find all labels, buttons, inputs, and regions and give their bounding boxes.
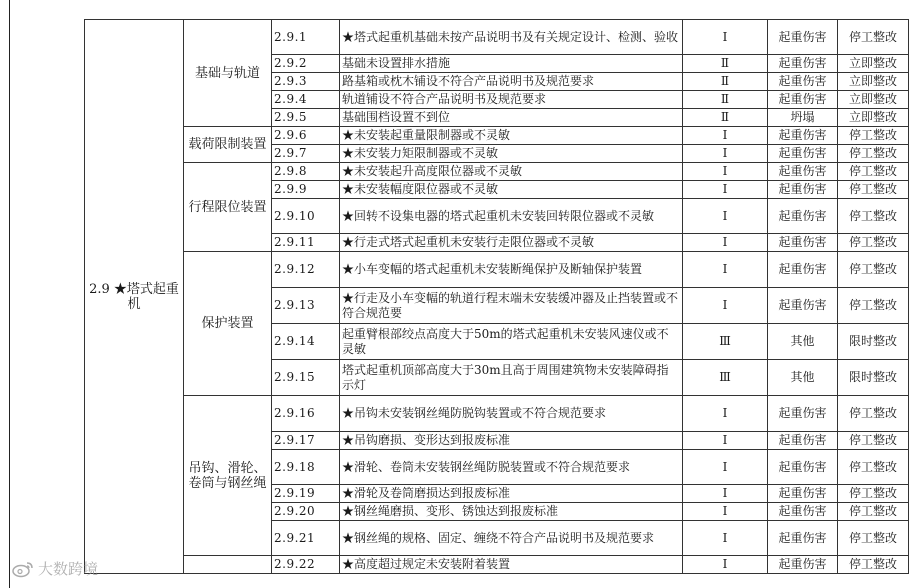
hazard-level: Ⅲ bbox=[683, 360, 768, 396]
hazard-description: ★小车变幅的塔式起重机未安装断绳保护及断轴保护装置 bbox=[340, 252, 683, 288]
rectification-action: 停工整改 bbox=[838, 503, 909, 521]
accident-type: 起重伤害 bbox=[768, 73, 838, 91]
hazard-description: ★塔式起重机基础未按产品说明书及有关规定设计、检测、验收 bbox=[340, 20, 683, 55]
rectification-action: 停工整改 bbox=[838, 252, 909, 288]
hazard-level: Ⅱ bbox=[683, 55, 768, 73]
hazard-code: 2.9.20 bbox=[272, 503, 340, 521]
rectification-action: 停工整改 bbox=[838, 20, 909, 55]
accident-type: 起重伤害 bbox=[768, 288, 838, 324]
hazard-level: Ⅲ bbox=[683, 324, 768, 360]
hazard-code: 2.9.18 bbox=[272, 450, 340, 485]
hazard-code: 2.9.14 bbox=[272, 324, 340, 360]
hazard-code: 2.9.4 bbox=[272, 91, 340, 109]
rectification-action: 立即整改 bbox=[838, 91, 909, 109]
rectification-action: 立即整改 bbox=[838, 55, 909, 73]
accident-type: 起重伤害 bbox=[768, 450, 838, 485]
hazard-level: Ⅰ bbox=[683, 20, 768, 55]
left-border-line bbox=[9, 0, 10, 588]
hazard-description: ★未安装幅度限位器或不灵敏 bbox=[340, 181, 683, 199]
rectification-action: 限时整改 bbox=[838, 324, 909, 360]
accident-type: 起重伤害 bbox=[768, 91, 838, 109]
hazard-description: ★未安装起升高度限位器或不灵敏 bbox=[340, 163, 683, 181]
hazard-code: 2.9.11 bbox=[272, 234, 340, 252]
hazard-description: ★未安装起重量限制器或不灵敏 bbox=[340, 127, 683, 145]
accident-type: 起重伤害 bbox=[768, 432, 838, 450]
hazard-level: Ⅱ bbox=[683, 109, 768, 127]
accident-type: 起重伤害 bbox=[768, 20, 838, 55]
hazard-description: ★吊钩未安装钢丝绳防脱钩装置或不符合规范要求 bbox=[340, 396, 683, 432]
hazard-description: 基础未设置排水措施 bbox=[340, 55, 683, 73]
accident-type: 坍塌 bbox=[768, 109, 838, 127]
table-row bbox=[85, 252, 909, 288]
hazard-level: Ⅱ bbox=[683, 91, 768, 109]
hazard-code: 2.9.6 bbox=[272, 127, 340, 145]
group-cell-travel-limiter: 行程限位装置 bbox=[184, 163, 272, 252]
group-cell-foundation: 基础与轨道 bbox=[184, 20, 272, 127]
hazard-code: 2.9.2 bbox=[272, 55, 340, 73]
hazard-description: ★行走及小车变幅的轨道行程末端未安装缓冲器及止挡装置或不符合规范要 bbox=[340, 288, 683, 324]
hazard-level: Ⅰ bbox=[683, 199, 768, 234]
rectification-action: 停工整改 bbox=[838, 432, 909, 450]
accident-type: 其他 bbox=[768, 360, 838, 396]
rectification-action: 停工整改 bbox=[838, 288, 909, 324]
hazard-code: 2.9.12 bbox=[272, 252, 340, 288]
hazard-level: Ⅰ bbox=[683, 234, 768, 252]
hazard-code: 2.9.1 bbox=[272, 20, 340, 55]
hazard-description: 起重臂根部绞点高度大于50m的塔式起重机未安装风速仪或不灵敏 bbox=[340, 324, 683, 360]
hazard-description: ★滑轮、卷筒未安装钢丝绳防脱装置或不符合规范要求 bbox=[340, 450, 683, 485]
hazard-level: Ⅰ bbox=[683, 432, 768, 450]
accident-type: 起重伤害 bbox=[768, 55, 838, 73]
accident-type: 起重伤害 bbox=[768, 199, 838, 234]
hazard-description: 轨道铺设不符合产品说明书及规范要求 bbox=[340, 91, 683, 109]
hazard-code: 2.9.7 bbox=[272, 145, 340, 163]
hazard-description: ★高度超过规定未安装附着装置 bbox=[340, 556, 683, 574]
hazard-code: 2.9.8 bbox=[272, 163, 340, 181]
hazard-description: ★行走式塔式起重机未安装行走限位器或不灵敏 bbox=[340, 234, 683, 252]
accident-type: 起重伤害 bbox=[768, 396, 838, 432]
hazard-code: 2.9.9 bbox=[272, 181, 340, 199]
accident-type: 起重伤害 bbox=[768, 503, 838, 521]
hazard-level: Ⅰ bbox=[683, 288, 768, 324]
accident-type: 其他 bbox=[768, 324, 838, 360]
accident-type: 起重伤害 bbox=[768, 485, 838, 503]
hazard-level: Ⅰ bbox=[683, 450, 768, 485]
accident-type: 起重伤害 bbox=[768, 521, 838, 556]
hazard-code: 2.9.19 bbox=[272, 485, 340, 503]
group-cell-protection: 保护装置 bbox=[184, 252, 272, 396]
table-row bbox=[85, 556, 909, 574]
hazard-level: Ⅰ bbox=[683, 252, 768, 288]
accident-type: 起重伤害 bbox=[768, 234, 838, 252]
table-row bbox=[85, 163, 909, 181]
hazard-description: 路基箱或枕木铺设不符合产品说明书及规范要求 bbox=[340, 73, 683, 91]
hazard-level: Ⅰ bbox=[683, 163, 768, 181]
watermark bbox=[12, 558, 98, 579]
main-category-cell: 2.9 ★塔式起重机 bbox=[85, 20, 184, 574]
hazard-description: ★滑轮及卷筒磨损达到报废标准 bbox=[340, 485, 683, 503]
hazard-level: Ⅰ bbox=[683, 556, 768, 574]
hazard-code: 2.9.15 bbox=[272, 360, 340, 396]
rectification-action: 限时整改 bbox=[838, 360, 909, 396]
hazard-code: 2.9.17 bbox=[272, 432, 340, 450]
rectification-action: 停工整改 bbox=[838, 199, 909, 234]
hazard-description: ★吊钩磨损、变形达到报废标准 bbox=[340, 432, 683, 450]
hazard-level: Ⅰ bbox=[683, 127, 768, 145]
rectification-action: 停工整改 bbox=[838, 234, 909, 252]
hazard-level: Ⅰ bbox=[683, 485, 768, 503]
hazard-level: Ⅰ bbox=[683, 145, 768, 163]
hazard-description: ★未安装力矩限制器或不灵敏 bbox=[340, 145, 683, 163]
rectification-action: 停工整改 bbox=[838, 556, 909, 574]
rectification-action: 停工整改 bbox=[838, 163, 909, 181]
rectification-action: 立即整改 bbox=[838, 109, 909, 127]
hazard-description: ★钢丝绳磨损、变形、锈蚀达到报废标准 bbox=[340, 503, 683, 521]
table-row bbox=[85, 20, 909, 55]
accident-type: 起重伤害 bbox=[768, 127, 838, 145]
accident-type: 起重伤害 bbox=[768, 252, 838, 288]
hazard-level: Ⅰ bbox=[683, 521, 768, 556]
weibo-logo-icon bbox=[12, 560, 34, 578]
table-row bbox=[85, 396, 909, 432]
hazard-code: 2.9.21 bbox=[272, 521, 340, 556]
hazard-code: 2.9.13 bbox=[272, 288, 340, 324]
hazard-description: ★回转不设集电器的塔式起重机未安装回转限位器或不灵敏 bbox=[340, 199, 683, 234]
accident-type: 起重伤害 bbox=[768, 145, 838, 163]
watermark-text: 大数跨境 bbox=[38, 560, 99, 578]
group-cell-attachment bbox=[184, 556, 272, 574]
accident-type: 起重伤害 bbox=[768, 163, 838, 181]
hazard-code: 2.9.16 bbox=[272, 396, 340, 432]
hazard-code: 2.9.3 bbox=[272, 73, 340, 91]
hazard-description: 基础围档设置不到位 bbox=[340, 109, 683, 127]
hazard-code: 2.9.22 bbox=[272, 556, 340, 574]
table-row bbox=[85, 127, 909, 145]
hazard-code: 2.9.5 bbox=[272, 109, 340, 127]
rectification-action: 停工整改 bbox=[838, 127, 909, 145]
accident-type: 起重伤害 bbox=[768, 556, 838, 574]
hazard-code: 2.9.10 bbox=[272, 199, 340, 234]
hazard-table bbox=[84, 19, 909, 574]
rectification-action: 立即整改 bbox=[838, 73, 909, 91]
hazard-level: Ⅰ bbox=[683, 181, 768, 199]
hazard-level: Ⅰ bbox=[683, 396, 768, 432]
rectification-action: 停工整改 bbox=[838, 145, 909, 163]
hazard-level: Ⅱ bbox=[683, 73, 768, 91]
rectification-action: 停工整改 bbox=[838, 521, 909, 556]
rectification-action: 停工整改 bbox=[838, 396, 909, 432]
rectification-action: 停工整改 bbox=[838, 181, 909, 199]
accident-type: 起重伤害 bbox=[768, 181, 838, 199]
rectification-action: 停工整改 bbox=[838, 450, 909, 485]
group-cell-hook-pulley-rope: 吊钩、滑轮、卷筒与钢丝绳 bbox=[184, 396, 272, 556]
hazard-level: Ⅰ bbox=[683, 503, 768, 521]
hazard-description: ★钢丝绳的规格、固定、缠绕不符合产品说明书及规范要求 bbox=[340, 521, 683, 556]
group-cell-load-limiter: 载荷限制装置 bbox=[184, 127, 272, 163]
hazard-description: 塔式起重机顶部高度大于30m且高于周围建筑物未安装障碍指示灯 bbox=[340, 360, 683, 396]
rectification-action: 停工整改 bbox=[838, 485, 909, 503]
